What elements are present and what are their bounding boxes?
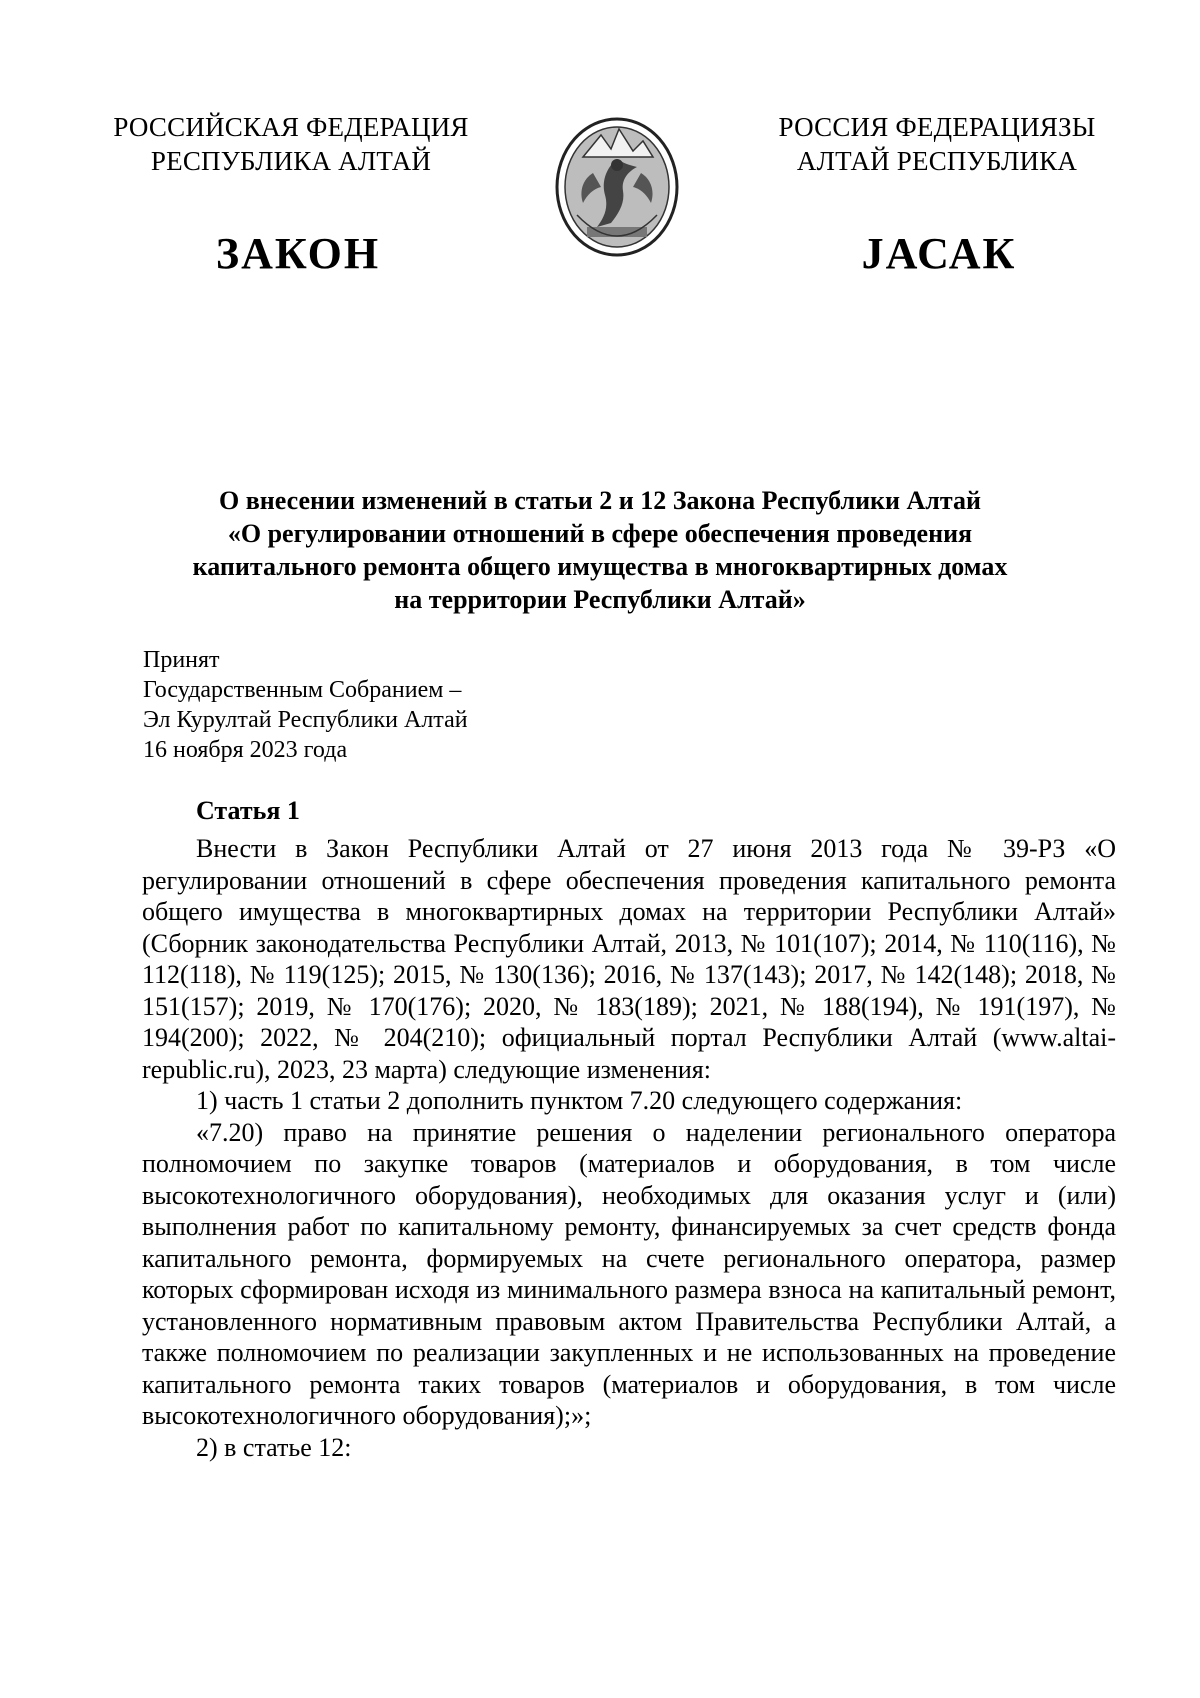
article-heading: Статья 1: [196, 796, 300, 825]
adoption-line: Принят: [143, 647, 220, 673]
article-paragraph: «7.20) право на принятие решения о наделении регионального оператора полномочием по закупке товаров (материалов и оборудования, в том числе высокотехнологичного оборудования), необходимых для оказания услуг и (или) выполнения работ по капитальному ремонту, финансируемых за счет средств фонда капитального ремонта, формируемых на счете регионального оператора, размер которых сформирован исходя из минимального размера взноса на капитальный ремонт, установленного нормативным правовым актом Правительства Республики Алтай, а также полномочием по реализации закупленных и не использованных на проведение капитального ремонта таких товаров (материалов и оборудования, в том числе высокотехнологичного оборудования);»;: [142, 1117, 1116, 1430]
header-left-republic: РЕСПУБЛИКА АЛТАЙ: [150, 146, 432, 176]
header-right-country: РОССИЯ ФЕДЕРАЦИЯЗЫ: [778, 112, 1096, 142]
header-left-country: РОССИЙСКАЯ ФЕДЕРАЦИЯ: [113, 112, 469, 142]
coat-of-arms-emblem-icon: [553, 115, 681, 259]
law-heading-altai: JАСАК: [861, 229, 1017, 278]
law-heading-russian: ЗАКОН: [215, 229, 381, 278]
law-title-line: «О регулировании отношений в сфере обеспечения проведения: [227, 519, 973, 548]
header-left: [97, 110, 485, 178]
header-right: [757, 110, 1117, 178]
article-paragraph: 2) в статье 12:: [196, 1432, 352, 1462]
adoption-block: [143, 645, 623, 765]
law-title-line: на территории Республики Алтай»: [394, 585, 806, 614]
article-body: [142, 833, 1116, 1463]
adoption-line: Эл Курултай Республики Алтай: [143, 707, 468, 733]
article-paragraph: Внести в Закон Республики Алтай от 27 июня 2013 года № 39-РЗ «О регулировании отношений в сфере обеспечения проведения капитального ремонта общего имущества в многоквартирных домах на территории Республики Алтай» (Сборник законодательства Республики Алтай, 2013, № 101(107); 2014, № 110(116), № 112(118), № 119(125); 2015, № 130(136); 2016, № 137(143); 2017, № 142(148); 2018, № 151(157); 2019, № 170(176); 2020, № 183(189); 2021, № 188(194), № 191(197), № 194(200); 2022, № 204(210); официальный портал Республики Алтай (www.altai-republic.ru), 2023, 23 марта) следующие изменения:: [142, 834, 1116, 1084]
article-paragraph: 1) часть 1 статьи 2 дополнить пунктом 7.20 следующего содержания:: [196, 1086, 963, 1115]
law-title-line: О внесении изменений в статьи 2 и 12 Закона Республики Алтай: [219, 486, 981, 515]
law-title: [130, 484, 1070, 616]
law-title-line: капитального ремонта общего имущества в многоквартирных домах: [192, 552, 1008, 581]
header-right-republic: АЛТАЙ РЕСПУБЛИКА: [796, 146, 1078, 176]
adoption-date: 16 ноября 2023 года: [143, 737, 348, 763]
adoption-line: Государственным Собранием –: [143, 677, 462, 703]
